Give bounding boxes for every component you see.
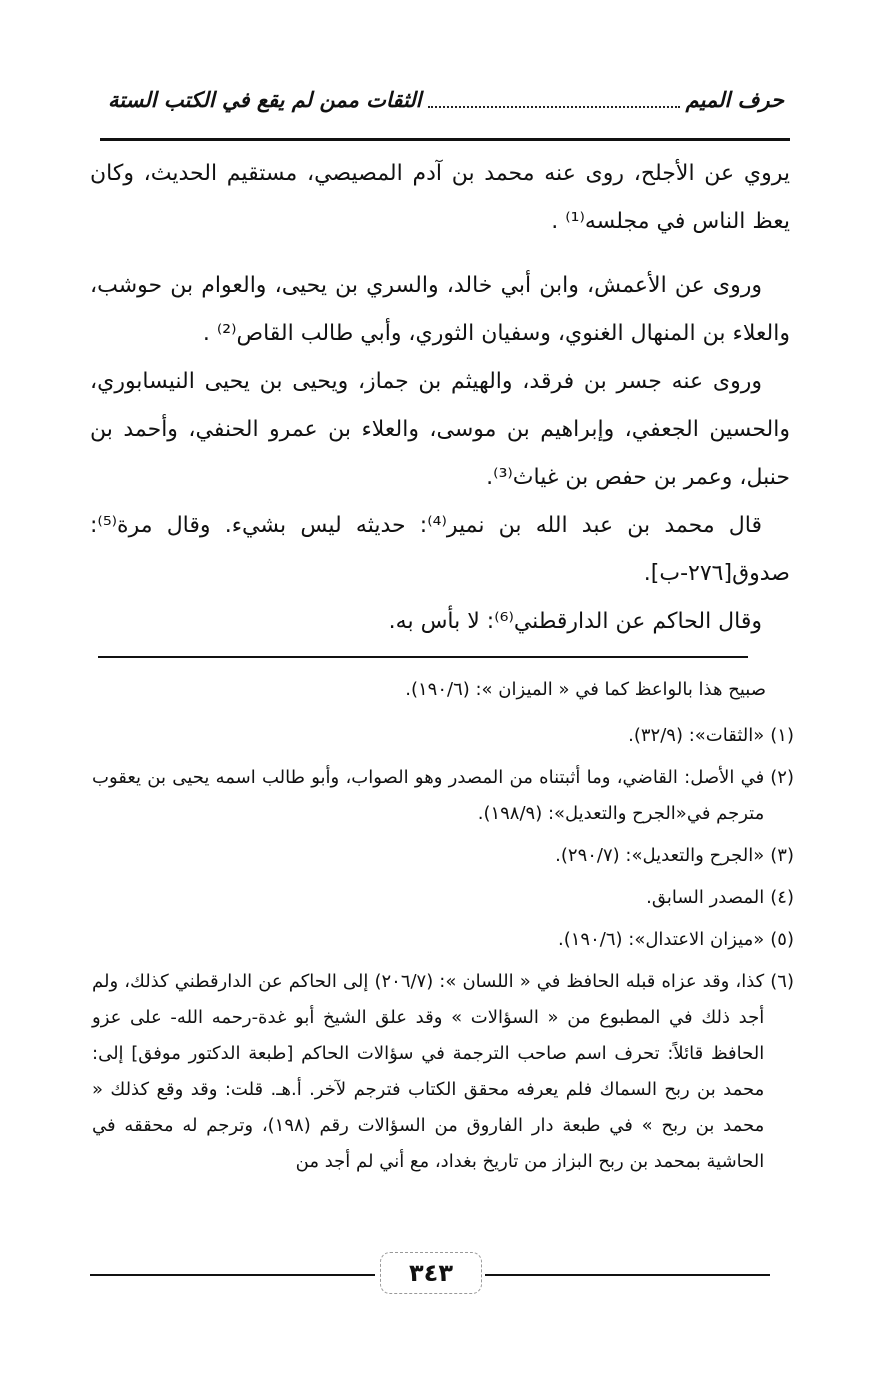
footnote: [92, 838, 794, 874]
footnote-number: (٤): [770, 887, 794, 908]
footnote: [92, 922, 794, 958]
header-dots: [428, 80, 680, 108]
header-chapter: حرف الميم: [685, 88, 784, 112]
paragraph: وروى عنه جسر بن فرقد، والهيثم بن جماز، ويحيى بن يحيى النيسابوري، والحسين الجعفي، وإبراهيم بن موسى، والعلاء بن عمرو الحنفي، وأحمد بن حنبل، وعمر بن حفص بن غياث⁽³⁾.: [90, 369, 790, 490]
page-number: ٣٤٣: [380, 1252, 482, 1294]
header-rule: [100, 138, 790, 141]
paragraph: قال محمد بن عبد الله بن نمير⁽⁴⁾: حديثه ليس بشيء. وقال مرة⁽⁵⁾: صدوق[٢٧٦-ب].: [90, 513, 790, 586]
paragraph: يروي عن الأجلح، روى عنه محمد بن آدم المصيصي، مستقيم الحديث، وكان يعظ الناس في مجلسه⁽¹⁾ .: [90, 161, 790, 234]
footnote-separator: [98, 656, 748, 658]
footer-rule-right: [485, 1274, 770, 1276]
footnote-text: المصدر السابق.: [646, 887, 765, 908]
footnote-number: (٦): [770, 971, 794, 992]
paragraph: وقال الحاكم عن الدارقطني⁽⁶⁾: لا بأس به.: [388, 609, 762, 634]
footnotes: [92, 672, 794, 1186]
footnote-continuation: صبيح هذا بالواعظ كما في « الميزان »: (١٩٠/٦).: [405, 679, 766, 700]
page-footer: [90, 1252, 770, 1292]
footnote-number: (٢): [770, 767, 794, 788]
footnote-text: «الجرح والتعديل»: (٢٩٠/٧).: [555, 845, 765, 866]
footer-rule-left: [90, 1274, 375, 1276]
footnote-text: كذا، وقد عزاه قبله الحافظ في « اللسان »: (٢٠٦/٧) إلى الحاكم عن الدارقطني كذلك، ولم أجد ذلك في المطبوع من « السؤالات » وقد علق الشيخ أبو غدة-رحمه الله- على عزو الحافظ قائلاً: تحرف اسم صاحب الترجمة في سؤالات الحاكم [طبعة الدكتور موفق] إلى: محمد بن ربح السماك فلم يعرفه محقق الكتاب فترجم لآخر. أ.هـ. قلت: وقد وقع كذلك « محمد بن ربح » في طبعة دار الفاروق من السؤالات رقم (١٩٨)، وترجم له محققه في الحاشية بمحمد بن ربح البزاز من تاريخ بغداد، مع أني لم أجد من: [92, 971, 765, 1172]
footnote: [92, 718, 794, 754]
footnote-text: «ميزان الاعتدال»: (١٩٠/٦).: [558, 929, 765, 950]
paragraph: وروى عن الأعمش، وابن أبي خالد، والسري بن يحيى، والعوام بن حوشب، والعلاء بن المنهال الغنوي، وسفيان الثوري، وأبي طالب القاص⁽²⁾ .: [90, 273, 790, 346]
footnote: [92, 880, 794, 916]
main-text: [90, 150, 790, 646]
footnote-text: «الثقات»: (٣٢/٩).: [628, 725, 765, 746]
footnote-number: (٣): [770, 845, 794, 866]
footnote: [92, 760, 794, 832]
running-header: [108, 80, 784, 120]
footnote-number: (٥): [770, 929, 794, 950]
footnote: [92, 964, 794, 1180]
footnote-number: (١): [770, 725, 794, 746]
header-book-title: الثقات ممن لم يقع في الكتب الستة: [108, 88, 422, 112]
footnote-text: في الأصل: القاضي، وما أثبتناه من المصدر وهو الصواب، وأبو طالب اسمه يحيى بن يعقوب مترجم في«الجرح والتعديل»: (١٩٨/٩).: [92, 767, 765, 824]
